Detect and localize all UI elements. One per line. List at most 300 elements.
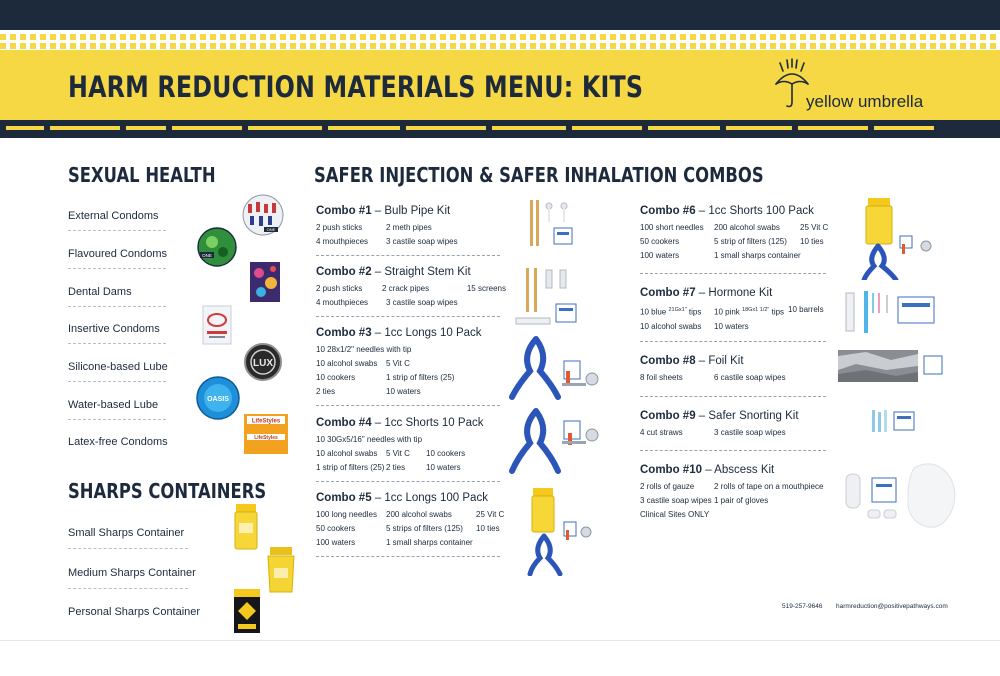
header-dash	[870, 43, 876, 49]
header-dash	[820, 43, 826, 49]
combo-number: Combo #7	[640, 287, 696, 299]
header-dash	[570, 43, 576, 49]
logo	[772, 58, 942, 114]
header-dash	[270, 34, 276, 40]
header-dash	[40, 34, 46, 40]
combo-name: – 1cc Shorts 100 Pack	[698, 205, 814, 217]
divider	[68, 230, 166, 231]
header-dash	[220, 43, 226, 49]
header-dash	[572, 126, 642, 130]
combo-item: 25 Vit C	[476, 510, 505, 519]
dental-dam-image	[249, 261, 281, 303]
header-dash	[800, 34, 806, 40]
header-dash	[648, 126, 720, 130]
sharps-heading: SHARPS CONTAINERS	[68, 479, 267, 503]
list-item-personal-sharps: Personal Sharps Container	[68, 606, 201, 618]
header-dash	[540, 34, 546, 40]
header-dash	[400, 34, 406, 40]
combo-2	[316, 266, 506, 310]
combo-number: Combo #8	[640, 355, 696, 367]
divider	[68, 588, 188, 589]
header-dash	[870, 34, 876, 40]
combo-name: – Foil Kit	[698, 355, 744, 367]
header-dash	[500, 34, 506, 40]
combo-item: 10 pink	[714, 307, 740, 317]
combo-item: 15 screens	[466, 284, 506, 293]
divider	[316, 556, 500, 557]
divider	[68, 268, 166, 269]
header-dash	[30, 43, 36, 49]
combo-number: Combo #5	[316, 492, 372, 504]
combo-item: 10 alcohol swabs	[316, 449, 378, 458]
header-dash	[390, 34, 396, 40]
header-dash	[690, 34, 696, 40]
header-dash	[620, 34, 626, 40]
external-condom-image	[240, 194, 286, 236]
combo-item: 100 long needles	[316, 510, 377, 519]
lifestyles-brand-label: LifeStyles	[254, 435, 278, 441]
header-dash	[300, 43, 306, 49]
header-dash	[90, 43, 96, 49]
header-dash	[900, 34, 906, 40]
divider	[640, 396, 826, 397]
needle-gauge: 18Gx1 1/2"	[742, 307, 770, 313]
header-dash	[172, 126, 242, 130]
header-dash	[230, 43, 236, 49]
one-brand-label: ONE	[202, 253, 212, 258]
personal-sharps-container-image	[232, 588, 262, 634]
combos-heading: SAFER INJECTION & SAFER INHALATION COMBOS	[314, 163, 764, 187]
combo-8	[640, 355, 830, 385]
snorting-kit-image	[868, 406, 918, 436]
header-dash	[70, 34, 76, 40]
header-dash	[590, 34, 596, 40]
divider	[68, 548, 188, 549]
header-dash	[50, 126, 120, 130]
header-dash	[770, 34, 776, 40]
combo-name: – Abscess Kit	[705, 464, 775, 476]
header-dash	[440, 34, 446, 40]
combo-item: 4 mouthpieces	[316, 237, 369, 246]
header-dash	[670, 43, 676, 49]
combo-item: 10 cookers	[316, 373, 356, 382]
header-dash	[260, 43, 266, 49]
divider	[68, 343, 166, 344]
logo-text: yellow umbrella	[806, 92, 924, 111]
footer-phone: 519-257-9646	[782, 603, 823, 610]
header-dash	[750, 34, 756, 40]
header-dash	[750, 43, 756, 49]
header-dash	[560, 43, 566, 49]
combo-item: 2 crack pipes	[382, 284, 430, 293]
header-dash	[860, 43, 866, 49]
header-dash	[180, 34, 186, 40]
header-dash	[150, 34, 156, 40]
combo-item: 3 castile soap wipes	[640, 496, 712, 505]
header-dash	[940, 43, 946, 49]
header-dash	[990, 43, 996, 49]
header-dash	[610, 34, 616, 40]
header-dash	[310, 34, 316, 40]
divider	[640, 341, 826, 342]
header-dash	[370, 43, 376, 49]
header-dash	[520, 34, 526, 40]
header-dash	[248, 126, 322, 130]
combo-item: tips	[771, 307, 785, 317]
combo-item: 10 alcohol swabs	[316, 359, 378, 368]
header-dash	[240, 43, 246, 49]
header-dash	[798, 126, 868, 130]
header-dash	[890, 43, 896, 49]
header-dash	[460, 34, 466, 40]
combo-item: 10 waters	[426, 463, 461, 472]
combo-item: 10 alcohol swabs	[640, 321, 702, 331]
combo-name: – 1cc Shorts 10 Pack	[374, 417, 484, 429]
header-dash	[380, 34, 386, 40]
combo-item: 200 alcohol swabs	[714, 223, 780, 232]
header-dash	[460, 43, 466, 49]
combo-6	[640, 205, 830, 263]
header-dash	[170, 34, 176, 40]
header-dash	[160, 34, 166, 40]
header-dash	[70, 43, 76, 49]
header-long-dash-row	[0, 126, 1000, 130]
shorts-10-pack-image	[508, 407, 602, 477]
lux-brand-label: LUX	[253, 358, 273, 369]
header-dash	[950, 34, 956, 40]
header-dash	[510, 34, 516, 40]
header-dash	[670, 34, 676, 40]
header-dash	[0, 43, 6, 49]
combo-name: – Bulb Pipe Kit	[374, 205, 451, 217]
combo-number: Combo #3	[316, 327, 372, 339]
header-dash	[910, 43, 916, 49]
header-dash	[660, 43, 666, 49]
header-dash	[450, 43, 456, 49]
header-dash	[520, 43, 526, 49]
lifestyles-brand-label: LifeStyles	[251, 418, 281, 425]
header-dash	[430, 34, 436, 40]
header-dash	[6, 126, 44, 130]
header-dash	[430, 43, 436, 49]
header-dash	[20, 43, 26, 49]
combo-item: 5 strips of filters (125)	[386, 524, 463, 533]
header-dash	[740, 43, 746, 49]
header-dash	[930, 34, 936, 40]
combo-item: 2 push sticks	[316, 223, 363, 232]
header-dash	[340, 43, 346, 49]
combo-name: – 1cc Longs 100 Pack	[374, 492, 488, 504]
header-dash	[960, 34, 966, 40]
header-dash	[620, 43, 626, 49]
combo-number: Combo #6	[640, 205, 696, 217]
header-dash	[420, 34, 426, 40]
header-dash	[140, 34, 146, 40]
header-dash	[770, 43, 776, 49]
header-dash	[360, 43, 366, 49]
combo-item: 100 short needles	[640, 223, 704, 232]
list-item-water-lube: Water-based Lube	[68, 399, 159, 411]
small-sharps-container-image	[233, 503, 259, 551]
combo-item: 4 mouthpieces	[316, 298, 369, 307]
header-dash	[410, 43, 416, 49]
header-dash	[110, 34, 116, 40]
header-dash	[400, 43, 406, 49]
oasis-brand-label: OASIS	[207, 396, 229, 403]
header-dash	[840, 43, 846, 49]
header-dash	[200, 43, 206, 49]
header-dash	[510, 43, 516, 49]
combo-item: 2 push sticks	[316, 284, 363, 293]
divider	[316, 481, 500, 482]
header-dash	[850, 34, 856, 40]
combo-9	[640, 410, 830, 440]
combo-number: Combo #4	[316, 417, 372, 429]
combo-item: 10 30Gx5/16" needles with tip	[316, 435, 423, 444]
combo-3	[316, 327, 506, 399]
header-dash	[800, 43, 806, 49]
header-dash	[970, 34, 976, 40]
bulb-pipe-kit-image	[522, 196, 582, 250]
shorts-100-pack-image	[846, 196, 942, 280]
combo-item: 10 ties	[476, 524, 500, 533]
header-dash	[420, 43, 426, 49]
combo-item: 10 28x1/2" needles with tip	[316, 345, 412, 354]
header-dash	[880, 43, 886, 49]
combo-item: 2 ties	[316, 387, 336, 396]
header-dash	[720, 43, 726, 49]
header-dash-row	[0, 34, 1000, 40]
header-dash	[190, 34, 196, 40]
header-dash	[720, 34, 726, 40]
combo-item: 2 meth pipes	[386, 223, 432, 232]
header-dash-row	[0, 43, 1000, 49]
combo-item: 100 waters	[640, 251, 680, 260]
combo-item: 3 castile soap wipes	[386, 237, 458, 246]
header-dash	[580, 34, 586, 40]
header-dash	[850, 43, 856, 49]
divider	[640, 450, 826, 451]
header-dash	[860, 34, 866, 40]
combo-item: 8 foil sheets	[640, 373, 683, 382]
header-dash	[710, 43, 716, 49]
header-dash	[630, 43, 636, 49]
combo-10	[640, 464, 830, 522]
header-dash	[760, 43, 766, 49]
header-dash	[210, 34, 216, 40]
header-dash	[470, 43, 476, 49]
header-dash	[230, 34, 236, 40]
combo-5	[316, 492, 506, 550]
header-dash	[300, 34, 306, 40]
header-dash	[350, 34, 356, 40]
sexual-health-heading: SEXUAL HEALTH	[68, 163, 216, 187]
header-dash	[950, 43, 956, 49]
header-dash	[960, 43, 966, 49]
header-dash	[120, 43, 126, 49]
abscess-kit-image	[842, 458, 964, 538]
header-dash	[780, 34, 786, 40]
header-dash	[680, 43, 686, 49]
header-dash	[210, 43, 216, 49]
combo-item: 6 castile soap wipes	[714, 373, 786, 382]
list-item-flavoured-condoms: Flavoured Condoms	[68, 248, 168, 260]
header-dash	[170, 43, 176, 49]
header-dash	[480, 34, 486, 40]
combo-item: 10 waters	[386, 387, 421, 396]
header-dash	[550, 34, 556, 40]
combo-number: Combo #2	[316, 266, 372, 278]
header-dash	[660, 34, 666, 40]
header-dash	[630, 34, 636, 40]
combo-item: 3 castile soap wipes	[714, 428, 786, 437]
combo-item: 10 waters	[714, 321, 749, 331]
header-dash	[840, 34, 846, 40]
header-dash	[680, 34, 686, 40]
header-dash	[240, 34, 246, 40]
combo-item: 10 cookers	[426, 449, 466, 458]
header-dash	[920, 43, 926, 49]
header-dash	[920, 34, 926, 40]
header-dash	[980, 43, 986, 49]
header-dash	[10, 34, 16, 40]
divider	[68, 381, 166, 382]
header-dash	[990, 34, 996, 40]
header-dash	[330, 43, 336, 49]
combo-item: 5 Vit C	[386, 359, 410, 368]
divider	[640, 273, 826, 274]
header-dash	[790, 43, 796, 49]
divider	[68, 419, 166, 420]
footer-email[interactable]: harmreduction@positivepathways.com	[836, 603, 948, 610]
header-dash	[500, 43, 506, 49]
combo-item: 4 cut straws	[640, 428, 683, 437]
header-dash	[600, 43, 606, 49]
header-dash	[530, 43, 536, 49]
combo-number: Combo #1	[316, 205, 372, 217]
combo-item: 2 rolls of gauze	[640, 482, 695, 491]
combo-item: 25 Vit C	[800, 223, 829, 232]
header-dash	[50, 34, 56, 40]
page-title: HARM REDUCTION MATERIALS MENU: KITS	[68, 70, 644, 104]
header-dash	[600, 34, 606, 40]
divider	[316, 255, 500, 256]
water-lube-image	[195, 376, 241, 420]
longs-100-pack-image	[526, 486, 596, 576]
combo-1	[316, 205, 506, 249]
header-dash	[10, 43, 16, 49]
combo-item: tips	[688, 307, 702, 317]
header-top-band	[0, 0, 1000, 30]
header-dash	[640, 43, 646, 49]
header-dash	[610, 43, 616, 49]
header-dash	[280, 34, 286, 40]
combo-item: 10 blue	[640, 307, 667, 317]
list-item-latex-free-condoms: Latex-free Condoms	[68, 436, 168, 448]
header-dash	[490, 34, 496, 40]
combo-item: 100 waters	[316, 538, 356, 547]
combo-item: 1 strip of filters (25)	[316, 463, 385, 472]
header-dash	[390, 43, 396, 49]
header-dash	[80, 43, 86, 49]
header-dash	[830, 43, 836, 49]
combo-number: Combo #10	[640, 464, 702, 476]
header-dash	[100, 34, 106, 40]
divider	[68, 306, 166, 307]
header-dash	[640, 34, 646, 40]
combo-item: 50 cookers	[640, 237, 680, 246]
header-dash	[690, 43, 696, 49]
bottom-divider	[0, 640, 1000, 641]
combo-item: 3 castile soap wipes	[386, 298, 458, 307]
header-dash	[0, 34, 6, 40]
header-dash	[90, 34, 96, 40]
header-dash	[790, 34, 796, 40]
header-dash	[874, 126, 934, 130]
combo-item: 1 strip of filters (25)	[386, 373, 455, 382]
silicone-lube-image	[241, 342, 285, 382]
combo-item: 1 pair of gloves	[714, 496, 769, 505]
header-dash	[930, 43, 936, 49]
header-dash	[530, 34, 536, 40]
header-dash	[250, 43, 256, 49]
header-dash	[50, 43, 56, 49]
combo-name: – Safer Snorting Kit	[698, 410, 799, 422]
header-dash	[370, 34, 376, 40]
header-dash	[320, 34, 326, 40]
header-dash	[940, 34, 946, 40]
combo-item: 1 small sharps container	[386, 538, 473, 547]
header-dash	[140, 43, 146, 49]
header-dash	[780, 43, 786, 49]
combo-item: 200 alcohol swabs	[386, 510, 452, 519]
header-dash	[60, 43, 66, 49]
header-dash	[730, 34, 736, 40]
header-dash	[150, 43, 156, 49]
list-item-external-condoms: External Condoms	[68, 210, 159, 222]
header-dash	[440, 43, 446, 49]
combo-item: 10 barrels	[788, 305, 824, 314]
header-dash	[30, 34, 36, 40]
combo-item: 5 strip of filters (125)	[714, 237, 787, 246]
header-dash	[60, 34, 66, 40]
header-dash	[330, 34, 336, 40]
header-dash	[730, 43, 736, 49]
header-dash	[80, 34, 86, 40]
list-item-small-sharps: Small Sharps Container	[68, 527, 185, 539]
header-dash	[810, 34, 816, 40]
header-dash	[360, 34, 366, 40]
header-dash	[310, 43, 316, 49]
header-dash	[760, 34, 766, 40]
combo-item: 50 cookers	[316, 524, 356, 533]
combo-name: – Hormone Kit	[698, 287, 773, 299]
latex-free-condom-image	[243, 412, 289, 456]
combo-item: 2 ties	[386, 463, 406, 472]
header-dash	[650, 43, 656, 49]
header-dash	[570, 34, 576, 40]
hormone-kit-image	[842, 287, 942, 337]
header-dash	[710, 34, 716, 40]
divider	[316, 405, 500, 406]
foil-kit-image	[836, 346, 944, 386]
list-item-medium-sharps: Medium Sharps Container	[68, 567, 196, 579]
header-dash	[250, 34, 256, 40]
header-dash	[910, 34, 916, 40]
list-item-silicone-lube: Silicone-based Lube	[68, 361, 168, 373]
combo-number: Combo #9	[640, 410, 696, 422]
combo-item: 2 rolls of tape on a mouthpiece	[714, 482, 824, 491]
